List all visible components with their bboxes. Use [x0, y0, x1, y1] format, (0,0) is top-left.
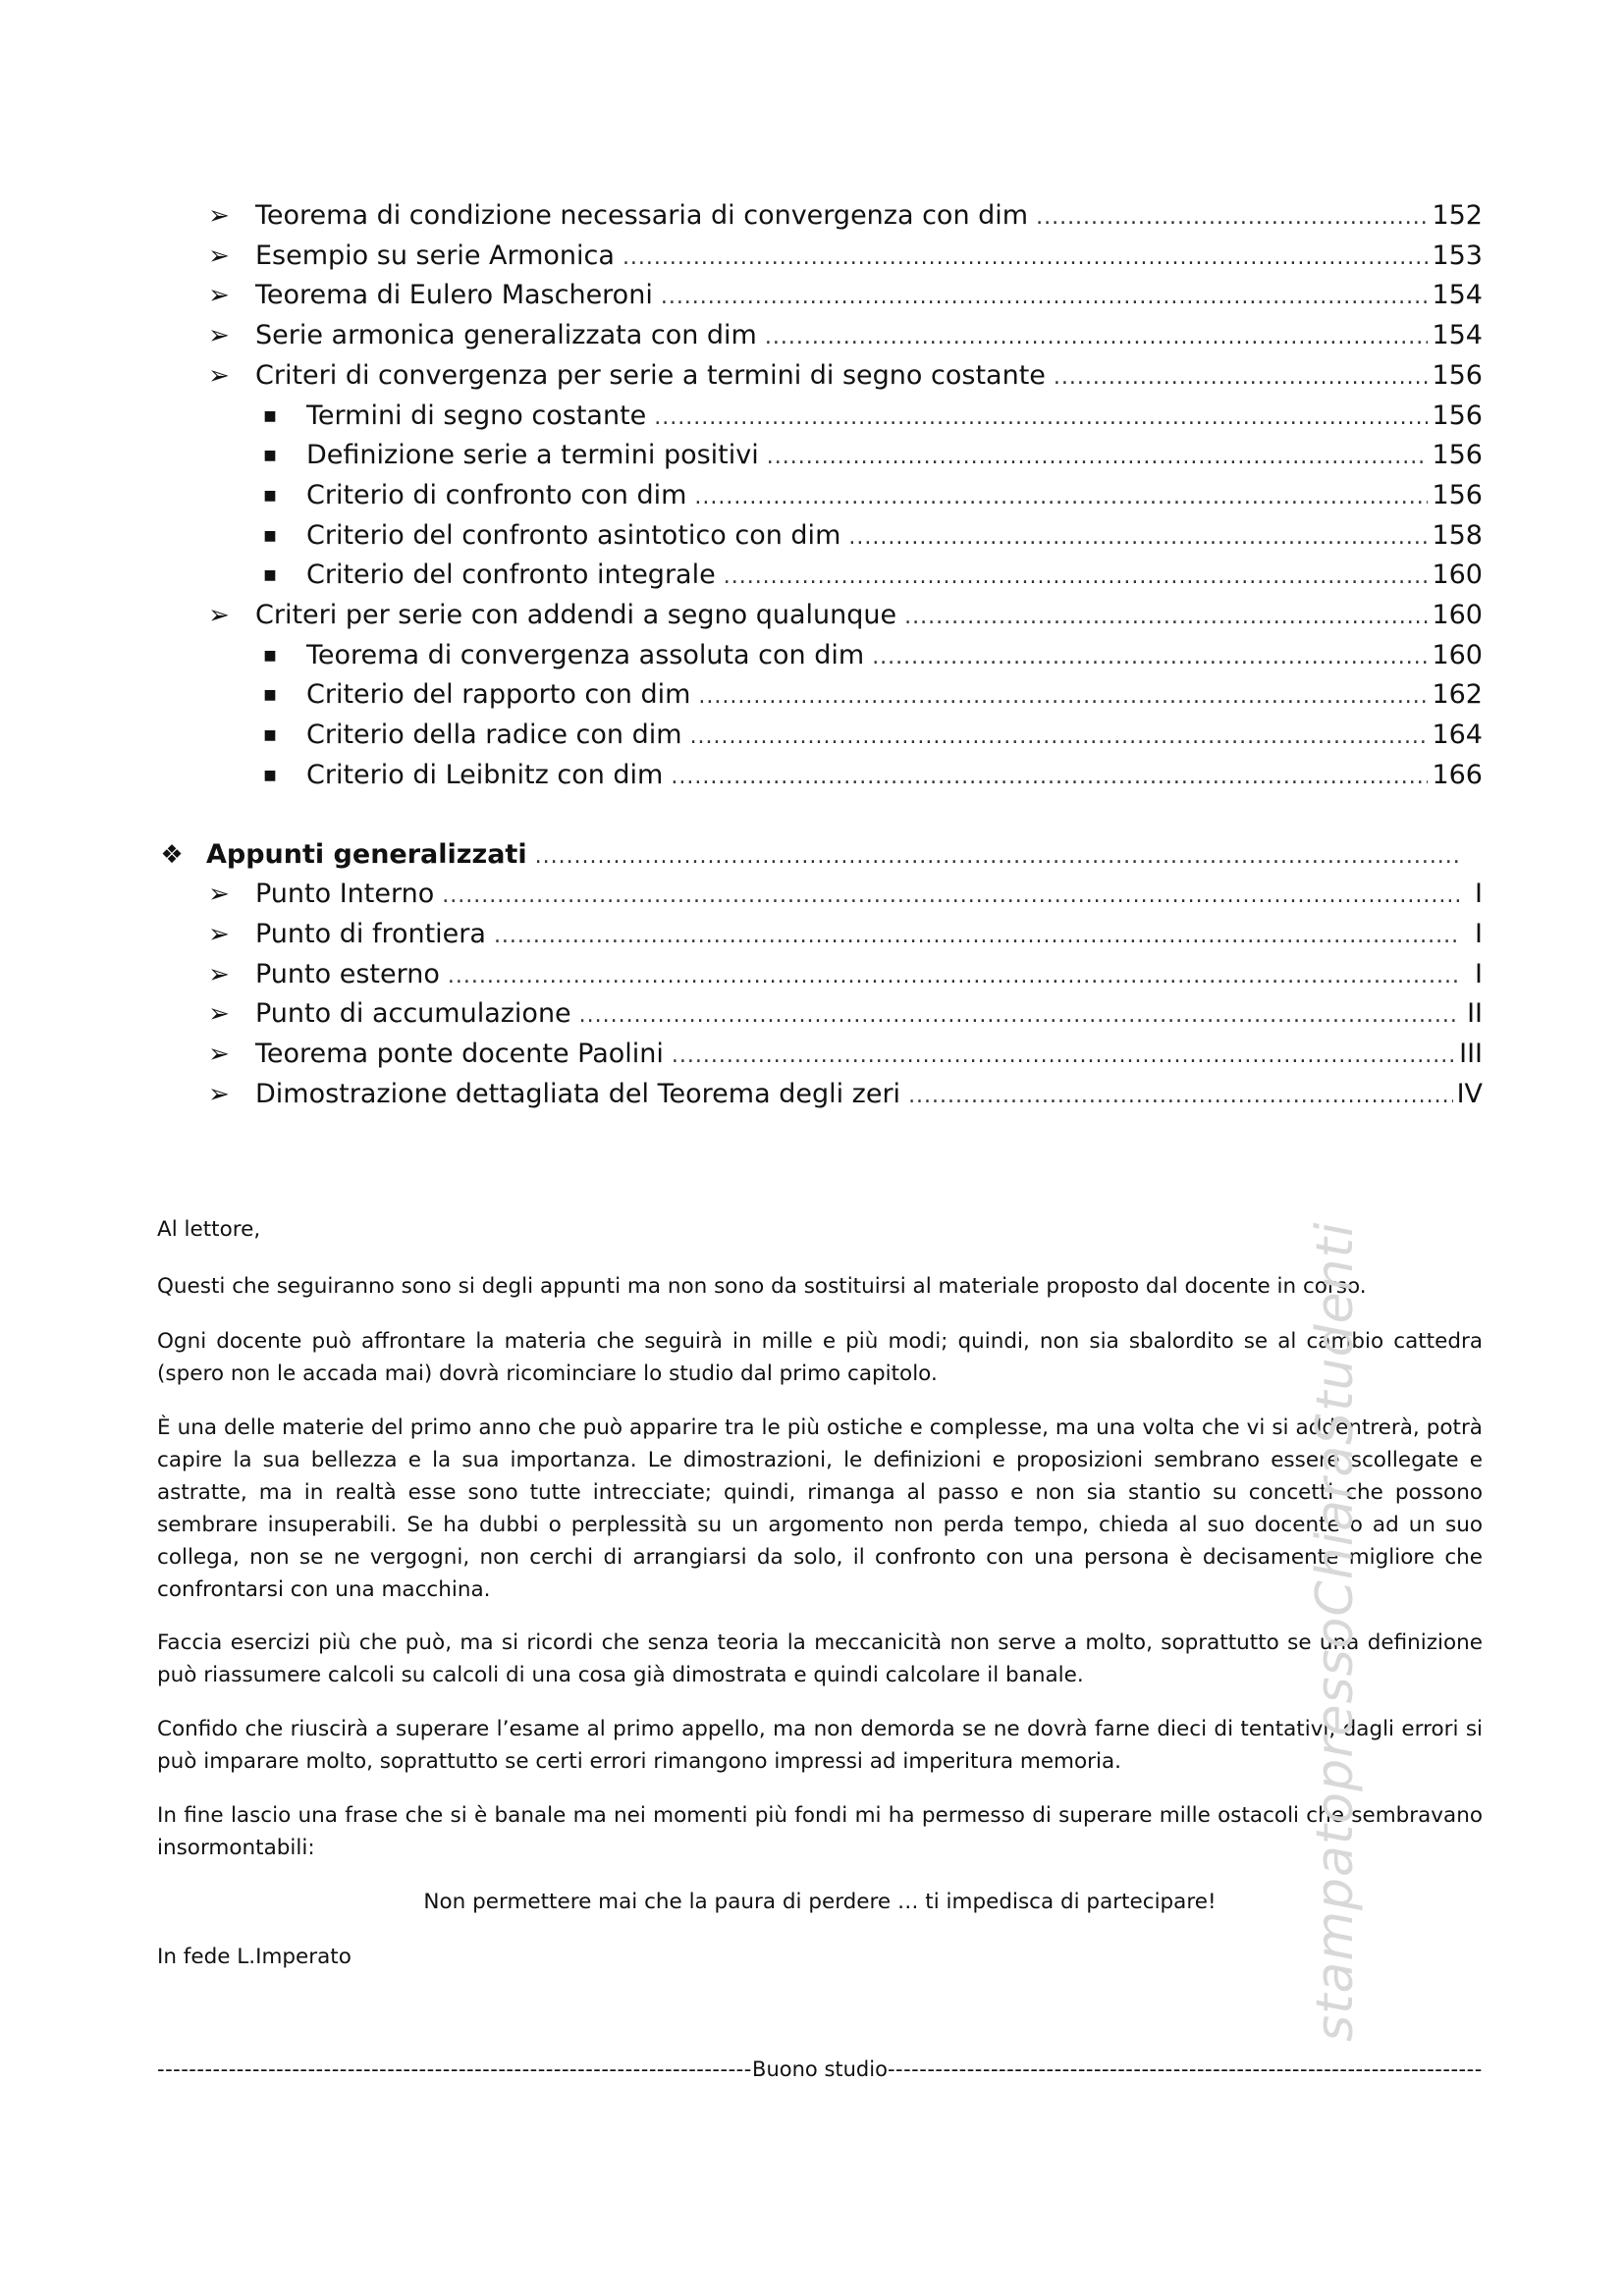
toc-page-number: IV — [1456, 1079, 1483, 1109]
toc-entry[interactable] — [157, 316, 1483, 355]
toc-entry[interactable] — [157, 356, 1483, 396]
toc-page-number: I — [1475, 879, 1483, 909]
toc-page-number: 162 — [1432, 679, 1483, 710]
square-bullet-icon: ■ — [263, 528, 277, 544]
toc-entry[interactable] — [157, 276, 1483, 315]
dot-leader — [535, 837, 1459, 877]
arrow-bullet-icon: ➢ — [208, 999, 230, 1029]
dot-leader — [1054, 358, 1429, 398]
letter-paragraph-1 — [157, 1270, 1483, 1303]
dot-leader — [661, 278, 1429, 317]
toc-entry-label: Criteri di convergenza per serie a termini di segno costante — [255, 360, 1046, 391]
square-bullet-icon: ■ — [263, 567, 277, 583]
toc-page-number: 160 — [1432, 560, 1483, 590]
toc-page-number: 156 — [1432, 480, 1483, 510]
toc-entry-label: Teorema di Eulero Mascheroni — [255, 280, 653, 310]
toc-entry-label: Criterio della radice con dim — [306, 720, 682, 750]
toc-entry[interactable] — [157, 237, 1483, 276]
arrow-bullet-icon: ➢ — [208, 1080, 230, 1109]
toc-page-number: 152 — [1432, 200, 1483, 231]
quote-text: Non permettere mai che la paura di perdere … ti impedisca di partecipare! — [423, 1890, 1217, 1914]
square-bullet-icon: ■ — [263, 408, 277, 424]
dot-leader — [904, 598, 1428, 637]
arrow-bullet-icon: ➢ — [208, 281, 230, 310]
toc-entry[interactable] — [157, 1035, 1483, 1074]
diamond-bullet-icon: ❖ — [160, 840, 184, 870]
square-bullet-icon: ■ — [263, 488, 277, 504]
dot-leader — [765, 318, 1429, 357]
toc-page-number: 160 — [1432, 640, 1483, 670]
arrow-bullet-icon: ➢ — [208, 960, 230, 989]
dot-leader — [579, 996, 1459, 1036]
toc-page-number: 158 — [1432, 520, 1483, 551]
paragraph-text: Confido che riuscirà a superare l’esame al primo appello, ma non demorda se ne dovrà farne dieci di tentativi, dagli errori si può imparare molto, soprattutto se certi errori rimangono impressi ad imperitura memoria. — [157, 1717, 1483, 1774]
toc-entry-label: Criterio del rapporto con dim — [306, 679, 691, 710]
dot-leader — [908, 1077, 1453, 1116]
letter-paragraph-5 — [157, 1713, 1483, 1778]
toc-entry-label: Termini di segno costante — [306, 400, 647, 431]
toc-page-number: 156 — [1432, 360, 1483, 391]
toc-page-number: 166 — [1432, 760, 1483, 790]
arrow-bullet-icon: ➢ — [208, 601, 230, 630]
toc-page-number: 156 — [1432, 400, 1483, 431]
arrow-bullet-icon: ➢ — [208, 1040, 230, 1069]
paragraph-text: In fine lascio una frase che si è banale ma nei momenti più fondi mi ha permesso di superare mille ostacoli che sembravano insormontabili: — [157, 1803, 1483, 1860]
toc-entry-label: Punto di accumulazione — [255, 998, 571, 1029]
toc-entry-label: Esempio su serie Armonica — [255, 240, 615, 271]
dot-leader — [690, 718, 1429, 757]
dot-leader — [698, 677, 1428, 717]
toc-page-number: 164 — [1432, 720, 1483, 750]
watermark: stampatopressoChiaraStudenti — [1306, 1221, 1365, 2042]
letter-paragraph-6 — [157, 1799, 1483, 1864]
toc-entry-label: Dimostrazione dettagliata del Teorema degli zeri — [255, 1079, 901, 1109]
toc-entry[interactable] — [157, 994, 1483, 1034]
dash-line-right — [888, 2055, 1483, 2084]
dot-leader — [1036, 198, 1428, 238]
arrow-bullet-icon: ➢ — [208, 361, 230, 391]
dot-leader — [724, 558, 1429, 597]
toc-page-number: I — [1475, 959, 1483, 989]
toc-page-number: 160 — [1432, 600, 1483, 630]
toc-page-number: I — [1475, 919, 1483, 949]
letter-quote — [157, 1886, 1483, 1918]
dot-leader — [767, 438, 1429, 477]
paragraph-text: Ogni docente può affrontare la materia che seguirà in mille e più modi; quindi, non sia sbalordito se al cambio cattedra (spero non le accada mai) dovrà ricominciare lo studio dal primo capitolo. — [157, 1329, 1483, 1386]
square-bullet-icon: ■ — [263, 448, 277, 463]
toc-entry[interactable] — [157, 875, 1483, 914]
dash-line-left — [157, 2055, 752, 2084]
footer-label: Buono studio — [752, 2057, 888, 2081]
toc-entry-label: Criterio di Leibnitz con dim — [306, 760, 664, 790]
letter-paragraph-4 — [157, 1627, 1483, 1691]
toc-entry[interactable] — [157, 196, 1483, 236]
toc-subentry[interactable] — [157, 756, 1483, 795]
arrow-bullet-icon: ➢ — [208, 201, 230, 231]
dot-leader — [848, 518, 1428, 558]
paragraph-text: Faccia esercizi più che può, ma si ricordi che senza teoria la meccanicità non serve a molto, soprattutto se una definizione può riassumere calcoli su calcoli di una cosa già dimostrata e quindi calcolare il banale. — [157, 1630, 1483, 1687]
toc-page-number: III — [1459, 1039, 1483, 1069]
toc-entry[interactable] — [157, 955, 1483, 994]
toc-entry-label: Criterio del confronto asintotico con dim — [306, 520, 841, 551]
toc-entry-label: Definizione serie a termini positivi — [306, 440, 759, 470]
toc-page-number: 154 — [1432, 280, 1483, 310]
toc-subentry[interactable] — [157, 397, 1483, 436]
dot-leader — [448, 957, 1459, 996]
dot-leader — [671, 758, 1428, 797]
toc-entry-label: Punto di frontiera — [255, 919, 486, 949]
toc-page-number: 154 — [1432, 320, 1483, 350]
toc-entry-label: Punto Interno — [255, 879, 435, 909]
square-bullet-icon: ■ — [263, 727, 277, 743]
toc-entry-label: Criterio del confronto integrale — [306, 560, 716, 590]
toc-page-number: II — [1467, 998, 1483, 1029]
toc-entry-label: Teorema di convergenza assoluta con dim — [306, 640, 865, 670]
arrow-bullet-icon: ➢ — [208, 321, 230, 350]
square-bullet-icon: ■ — [263, 648, 277, 664]
dot-leader — [623, 239, 1429, 278]
square-bullet-icon: ■ — [263, 687, 277, 703]
toc-entry[interactable] — [157, 596, 1483, 635]
toc-subentry[interactable] — [157, 716, 1483, 755]
toc-subentry[interactable] — [157, 556, 1483, 595]
toc-entry-label: Teorema di condizione necessaria di convergenza con dim — [255, 200, 1029, 231]
toc-page-number: 153 — [1432, 240, 1483, 271]
dot-leader — [672, 1037, 1455, 1076]
toc-subentry[interactable] — [157, 675, 1483, 715]
salutation-text: Al lettore, — [157, 1217, 261, 1242]
footer-divider — [157, 2055, 1483, 2084]
toc-entry-label: Appunti generalizzati — [206, 839, 527, 870]
arrow-bullet-icon: ➢ — [208, 241, 230, 271]
toc-page-number: 156 — [1432, 440, 1483, 470]
arrow-bullet-icon: ➢ — [208, 920, 230, 949]
dot-leader — [872, 638, 1428, 677]
paragraph-text: È una delle materie del primo anno che può apparire tra le più ostiche e complesse, ma una volta che vi si addentrerà, potrà capire la sua bellezza e la sua importanza. Le dimostrazioni, le definizioni e proposizioni sembrano essere scollegate e astratte, ma in realtà esse sono tutte intrecciate; quindi, rimanga al passo e non sia stantio su concetti che possono sembrare insuperabili. Se ha dubbi o perplessità su un argomento non perda tempo, chieda al suo docente o ad un suo collega, non se ne vergogni, non cerchi di arrangiarsi da solo, il confronto con una persona è decisamente migliore che confrontarsi con una macchina. — [157, 1415, 1483, 1602]
dot-leader — [654, 399, 1428, 438]
toc-entry-label: Serie armonica generalizzata con dim — [255, 320, 757, 350]
letter-paragraph-2 — [157, 1325, 1483, 1390]
letter-salutation — [157, 1213, 1483, 1246]
toc-subentry[interactable] — [157, 476, 1483, 515]
dot-leader — [694, 478, 1428, 517]
toc-subentry[interactable] — [157, 516, 1483, 556]
square-bullet-icon: ■ — [263, 768, 277, 783]
dot-leader — [442, 877, 1459, 916]
toc-entry[interactable] — [157, 915, 1483, 954]
toc-subentry[interactable] — [157, 636, 1483, 675]
letter-paragraph-3 — [157, 1412, 1483, 1606]
paragraph-text: Questi che seguiranno sono si degli appunti ma non sono da sostituirsi al materiale proposto dal docente in corso. — [157, 1274, 1367, 1299]
arrow-bullet-icon: ➢ — [208, 880, 230, 909]
toc-entry[interactable] — [157, 1075, 1483, 1114]
dot-leader — [494, 917, 1459, 956]
toc-entry-label: Teorema ponte docente Paolini — [255, 1039, 664, 1069]
letter-signature — [157, 1941, 1483, 1973]
toc-entry-label: Punto esterno — [255, 959, 440, 989]
signature-text: In fede L.Imperato — [157, 1945, 352, 1969]
toc-entry-label: Criterio di confronto con dim — [306, 480, 687, 510]
toc-section-heading[interactable] — [157, 835, 1483, 875]
toc-entry-label: Criteri per serie con addendi a segno qualunque — [255, 600, 897, 630]
toc-subentry[interactable] — [157, 436, 1483, 475]
